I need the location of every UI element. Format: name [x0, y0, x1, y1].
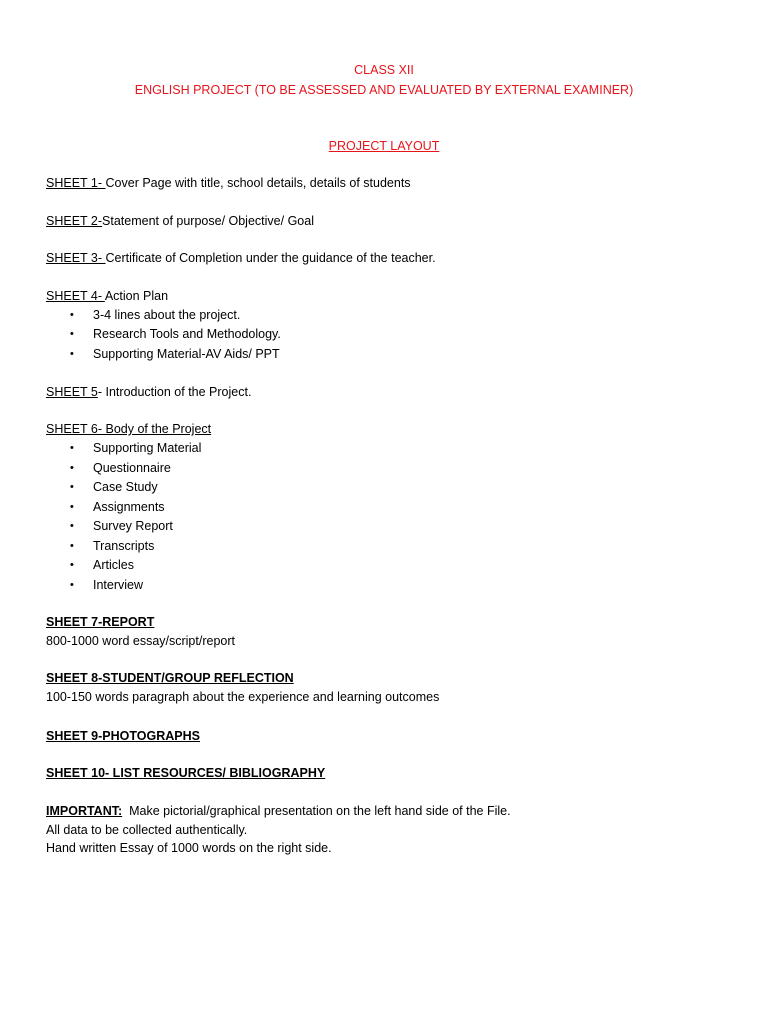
sheet-5-text: - Introduction of the Project. — [97, 385, 252, 399]
bullet-icon: • — [70, 309, 74, 321]
sheet-6-item: Transcripts — [93, 539, 155, 553]
sheet-7 — [46, 614, 154, 630]
sheet-2-label: SHEET 2- — [46, 214, 103, 228]
bullet-icon: • — [70, 501, 74, 513]
sheet-10 — [46, 765, 325, 781]
bullet-icon: • — [70, 328, 74, 340]
sheet-9-label: SHEET 9-PHOTOGRAPHS — [46, 729, 200, 743]
sheet-10-label: SHEET 10- LIST RESOURCES/ BIBLIOGRAPHY — [46, 766, 326, 780]
sheet-1-text: Cover Page with title, school details, details of students — [105, 176, 411, 190]
bullet-icon: • — [70, 559, 74, 571]
sheet-5-label: SHEET 5 — [46, 385, 98, 399]
sheet-4-item: Research Tools and Methodology. — [93, 327, 281, 341]
important-label: IMPORTANT: — [46, 804, 123, 818]
bullet-icon: • — [70, 520, 74, 532]
sheet-6-item: Interview — [93, 578, 144, 592]
sheet-8-label: SHEET 8-STUDENT/GROUP REFLECTION — [46, 671, 294, 685]
project-heading: ENGLISH PROJECT (TO BE ASSESSED AND EVALUATED BY EXTERNAL EXAMINER) — [134, 83, 634, 97]
sheet-6-item: Supporting Material — [93, 441, 202, 455]
sheet-8 — [46, 670, 294, 686]
sheet-9 — [46, 728, 200, 744]
sheet-7-text: 800-1000 word essay/script/report — [46, 634, 235, 648]
bullet-icon: • — [70, 579, 74, 591]
layout-title-wrap — [0, 138, 768, 154]
sheet-3-label: SHEET 3- — [46, 251, 106, 265]
sheet-6-label: SHEET 6- Body of the Project — [46, 422, 212, 436]
sheet-6-item: Assignments — [93, 500, 165, 514]
sheet-8-text: 100-150 words paragraph about the experience and learning outcomes — [46, 690, 440, 704]
important-note — [46, 803, 511, 819]
bullet-icon: • — [70, 481, 74, 493]
bullet-icon: • — [70, 540, 74, 552]
sheet-6 — [46, 421, 211, 437]
sheet-4-label: SHEET 4- — [46, 289, 105, 303]
sheet-3-text: Certificate of Completion under the guidance of the teacher. — [105, 251, 436, 265]
sheet-6-item: Survey Report — [93, 519, 173, 533]
sheet-4-item: Supporting Material-AV Aids/ PPT — [93, 347, 280, 361]
sheet-4-text: Action Plan — [104, 289, 169, 303]
important-line-3: Hand written Essay of 1000 words on the right side. — [46, 841, 332, 855]
important-line-1: Make pictorial/graphical presentation on the left hand side of the File. — [122, 804, 511, 818]
sheet-6-item: Questionnaire — [93, 461, 171, 475]
sheet-2-text: Statement of purpose/ Objective/ Goal — [102, 214, 314, 228]
bullet-icon: • — [70, 348, 74, 360]
sheet-2 — [46, 213, 314, 229]
sheet-6-item: Case Study — [93, 480, 158, 494]
bullet-icon: • — [70, 442, 74, 454]
sheet-1 — [46, 175, 411, 191]
sheet-4 — [46, 288, 168, 304]
sheet-6-item: Articles — [93, 558, 134, 572]
sheet-7-label: SHEET 7-REPORT — [46, 615, 155, 629]
layout-title: PROJECT LAYOUT — [328, 139, 440, 153]
sheet-5 — [46, 384, 251, 400]
bullet-icon: • — [70, 462, 74, 474]
class-heading: CLASS XII — [354, 63, 414, 77]
sheet-1-label: SHEET 1- — [46, 176, 106, 190]
important-line-2: All data to be collected authentically. — [46, 823, 248, 837]
sheet-4-item: 3-4 lines about the project. — [93, 308, 241, 322]
sheet-3 — [46, 250, 436, 266]
